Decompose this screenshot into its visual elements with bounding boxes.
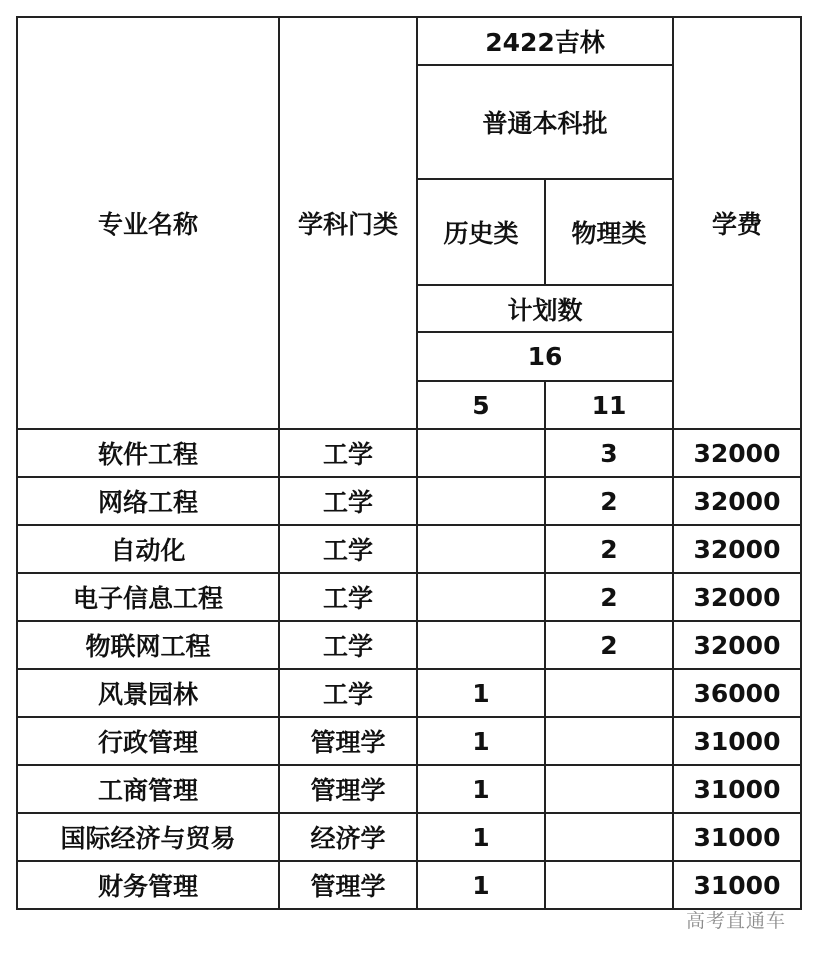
cell-history	[417, 429, 545, 477]
cell-major: 行政管理	[17, 717, 279, 765]
header-plan-total: 16	[417, 332, 673, 381]
table-row	[17, 669, 801, 717]
cell-category: 工学	[279, 525, 417, 573]
cell-tuition: 31000	[673, 813, 801, 861]
cell-category: 工学	[279, 429, 417, 477]
watermark: 高考直通车	[685, 910, 786, 932]
table-row	[17, 573, 801, 621]
table-row	[17, 861, 801, 909]
header-physics: 物理类	[545, 179, 673, 285]
cell-major: 国际经济与贸易	[17, 813, 279, 861]
table-row	[17, 813, 801, 861]
cell-history: 1	[417, 717, 545, 765]
cell-tuition: 32000	[673, 477, 801, 525]
cell-major: 物联网工程	[17, 621, 279, 669]
enrollment-plan-table	[16, 16, 802, 910]
cell-major: 工商管理	[17, 765, 279, 813]
table-row	[17, 717, 801, 765]
cell-history	[417, 573, 545, 621]
cell-physics: 2	[545, 477, 673, 525]
cell-category: 工学	[279, 477, 417, 525]
header-tuition: 学费	[673, 17, 801, 429]
cell-physics: 3	[545, 429, 673, 477]
cell-tuition: 31000	[673, 717, 801, 765]
cell-history	[417, 525, 545, 573]
cell-major: 电子信息工程	[17, 573, 279, 621]
cell-major: 财务管理	[17, 861, 279, 909]
cell-physics: 2	[545, 621, 673, 669]
table-row	[17, 477, 801, 525]
cell-tuition: 32000	[673, 621, 801, 669]
cell-tuition: 32000	[673, 525, 801, 573]
cell-history: 1	[417, 765, 545, 813]
header-province-code: 2422吉林	[417, 17, 673, 65]
header-plan-label: 计划数	[417, 285, 673, 332]
header-major: 专业名称	[17, 17, 279, 429]
cell-physics	[545, 861, 673, 909]
cell-physics	[545, 669, 673, 717]
cell-major: 风景园林	[17, 669, 279, 717]
header-history: 历史类	[417, 179, 545, 285]
cell-category: 经济学	[279, 813, 417, 861]
table-row	[17, 621, 801, 669]
cell-major: 软件工程	[17, 429, 279, 477]
cell-tuition: 31000	[673, 765, 801, 813]
cell-physics: 2	[545, 573, 673, 621]
header-physics-total: 11	[545, 381, 673, 429]
cell-history: 1	[417, 813, 545, 861]
cell-tuition: 36000	[673, 669, 801, 717]
cell-history: 1	[417, 669, 545, 717]
table-row	[17, 429, 801, 477]
cell-physics	[545, 765, 673, 813]
cell-tuition: 32000	[673, 573, 801, 621]
table-row	[17, 525, 801, 573]
cell-category: 工学	[279, 621, 417, 669]
cell-physics	[545, 717, 673, 765]
cell-tuition: 31000	[673, 861, 801, 909]
cell-major: 自动化	[17, 525, 279, 573]
header-batch: 普通本科批	[417, 65, 673, 179]
cell-physics	[545, 813, 673, 861]
cell-category: 工学	[279, 669, 417, 717]
cell-category: 管理学	[279, 765, 417, 813]
cell-history	[417, 477, 545, 525]
header-category: 学科门类	[279, 17, 417, 429]
table-row	[17, 765, 801, 813]
cell-category: 管理学	[279, 861, 417, 909]
cell-history: 1	[417, 861, 545, 909]
cell-physics: 2	[545, 525, 673, 573]
header-history-total: 5	[417, 381, 545, 429]
cell-major: 网络工程	[17, 477, 279, 525]
cell-category: 管理学	[279, 717, 417, 765]
cell-category: 工学	[279, 573, 417, 621]
table-body	[17, 429, 801, 909]
cell-tuition: 32000	[673, 429, 801, 477]
table-header	[17, 17, 801, 429]
cell-history	[417, 621, 545, 669]
